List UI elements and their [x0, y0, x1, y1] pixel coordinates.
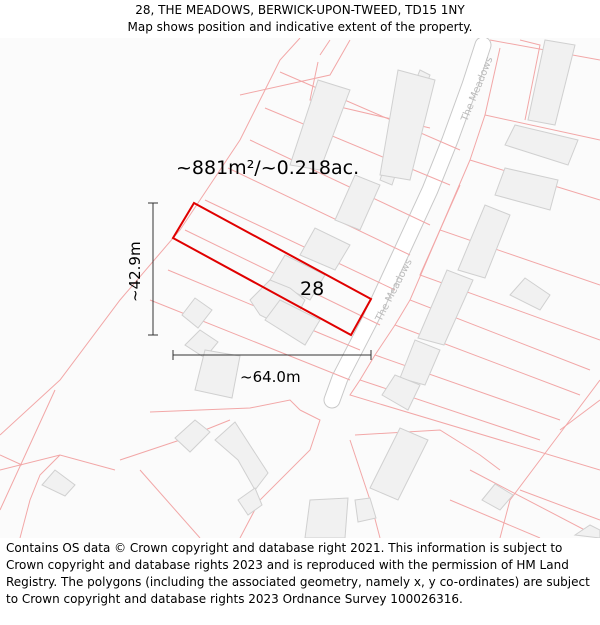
road-label-north: The Meadows: [459, 55, 496, 124]
area-label: ~881m²/~0.218ac.: [176, 157, 360, 179]
map-header: [0, 0, 600, 38]
road-label-south: The Meadows: [373, 257, 415, 324]
height-dimension-label: ~42.9m: [126, 241, 144, 302]
property-address: 28, THE MEADOWS, BERWICK-UPON-TWEED, TD15 1NY: [135, 3, 465, 17]
width-dimension-label: ~64.0m: [240, 368, 301, 386]
plot-number-label: 28: [300, 278, 325, 300]
property-map[interactable]: [0, 38, 600, 538]
map-subtitle: Map shows position and indicative extent of the property.: [127, 20, 473, 34]
attribution-text: Contains OS data © Crown copyright and database right 2021. This information is subject to Crown copyright and database rights 2023 and is reproduced with the permission of HM Land Registry. The polygons (including the associated geometry, namely x, y co-ordinates) are subject to Crown copyright and database rights 2023 Ordnance Survey 100026316.: [6, 541, 590, 606]
